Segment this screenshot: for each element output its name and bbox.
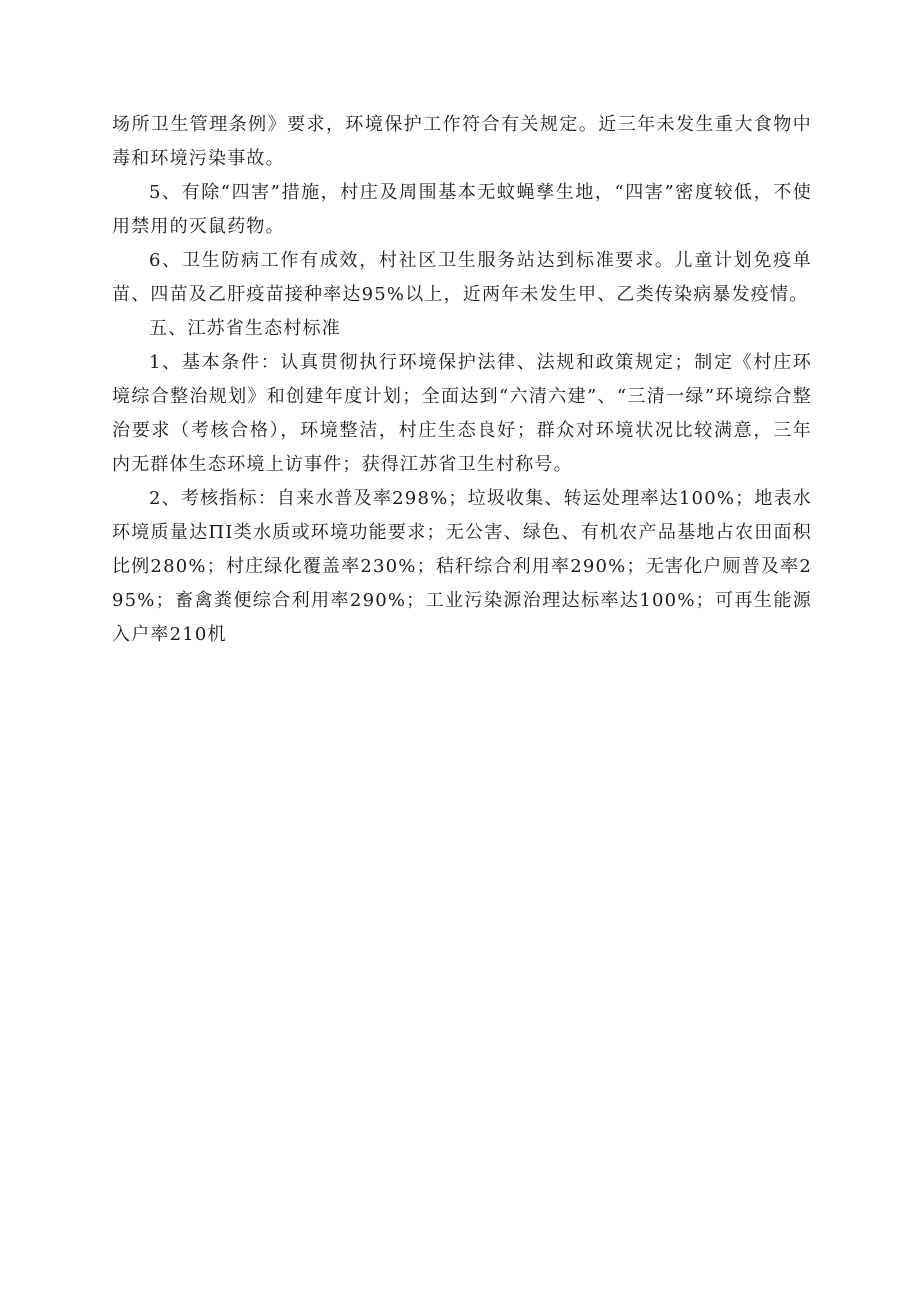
paragraph-assessment-indicators: 2、考核指标：自来水普及率298%；垃圾收集、转运处理率达100%；地表水环境质量达ΠI类水质或环境功能要求；无公害、绿色、有机农产品基地占农田面积比例280%；村庄绿化覆盖率230%；秸秆综合利用率290%；无害化户厕普及率295%；畜禽粪便综合利用率290%；工业污染源治理达标率达100%；可再生能源入户率210机 — [112, 488, 812, 645]
paragraph-pest-control: 5、有除“四害”措施，村庄及周围基本无蚊蝇孳生地，“四害”密度较低，不使用禁用的灭鼠药物。 — [112, 182, 812, 237]
paragraph-basic-conditions: 1、基本条件：认真贯彻执行环境保护法律、法规和政策规定；制定《村庄环境综合整治规划》和创建年度计划；全面达到“六清六建”、“三清一绿”环境综合整治要求（考核合格），环境整洁，村庄生态良好；群众对环境状况比较满意，三年内无群体生态环境上访事件；获得江苏省卫生村称号。 — [112, 352, 812, 475]
paragraph-sanitation-regulations: 场所卫生管理条例》要求，环境保护工作符合有关规定。近三年未发生重大食物中毒和环境污染事故。 — [112, 114, 812, 169]
document-body — [112, 108, 812, 652]
paragraph-disease-prevention: 6、卫生防病工作有成效，村社区卫生服务站达到标准要求。儿童计划免疫单苗、四苗及乙肝疫苗接种率达95%以上，近两年未发生甲、乙类传染病暴发疫情。 — [112, 250, 812, 305]
section-heading-eco-village-standard: 五、江苏省生态村标准 — [149, 318, 341, 339]
